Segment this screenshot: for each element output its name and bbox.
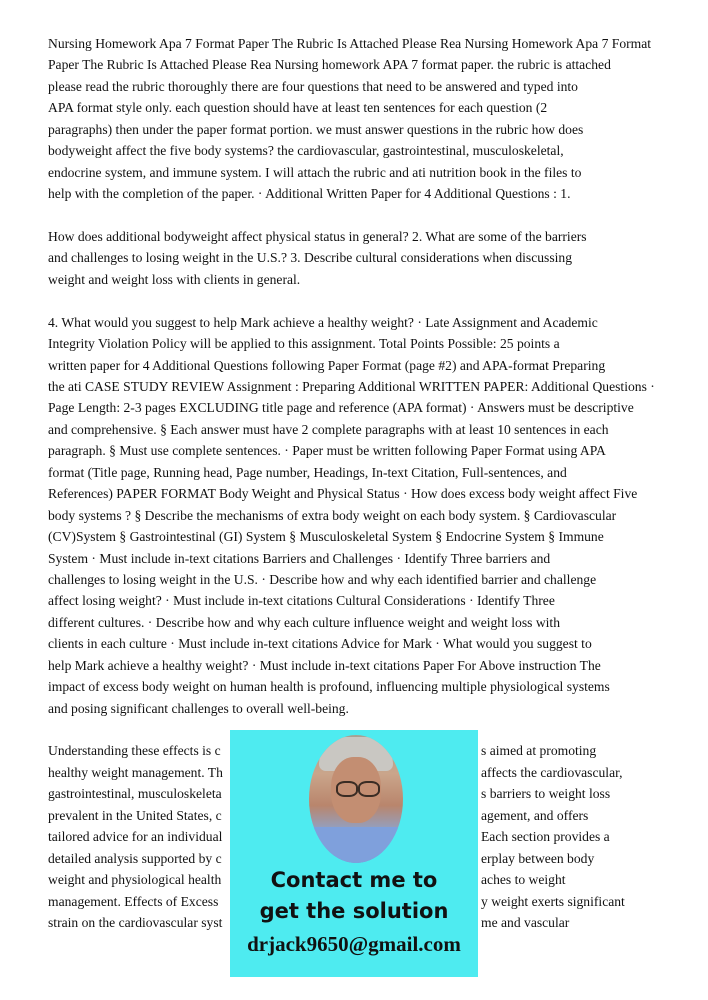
text-left: management. Effects of Excess: [48, 893, 219, 909]
text-left: weight and physiological health: [48, 872, 222, 888]
text-line: written paper for 4 Additional Questions following Paper Format (page #2) and APA-format Preparing: [48, 357, 606, 373]
contact-advertisement[interactable]: [230, 730, 478, 977]
text-line: challenges to losing weight in the U.S. · Describe how and why each identified barrier and challenge: [48, 571, 597, 587]
text-line: paragraphs) then under the paper format portion. we must answer questions in the rubric how does: [48, 121, 584, 137]
text-line: and challenges to losing weight in the U.S.? 3. Describe cultural considerations when discussing: [48, 250, 573, 266]
text-right: y weight exerts significant: [481, 893, 625, 909]
text-line: endocrine system, and immune system. I will attach the rubric and ati nutrition book in the files to: [48, 164, 582, 180]
text-line: impact of excess body weight on human health is profound, influencing multiple physiological systems: [48, 679, 610, 695]
text-line: Nursing Homework Apa 7 Format Paper The Rubric Is Attached Please Rea Nursing Homework Apa 7 Format: [48, 36, 652, 51]
text-line: and posing significant challenges to overall well-being.: [48, 700, 349, 716]
text-line: the ati CASE STUDY REVIEW Assignment : Preparing Additional WRITTEN PAPER: Additional Questions ·: [48, 379, 655, 394]
text-left: detailed analysis supported by c: [48, 850, 222, 866]
text-line: affect losing weight? · Must include in-text citations Cultural Considerations · Identify Three: [48, 593, 555, 609]
text-left: Understanding these effects is c: [48, 743, 221, 759]
text-line: System · Must include in-text citations Barriers and Challenges · Identify Three barriers and: [48, 550, 551, 566]
author-photo: [309, 735, 403, 863]
text-right: s aimed at promoting: [481, 743, 597, 759]
text-line: weight and weight loss with clients in general.: [48, 271, 301, 287]
text-line: help Mark achieve a healthy weight? · Must include in-text citations Paper For Above instruction The: [48, 657, 601, 673]
text-right: s barriers to weight loss: [481, 786, 611, 802]
text-left: prevalent in the United States, c: [48, 807, 222, 823]
text-line: bodyweight affect the five body systems? the cardiovascular, gastrointestinal, musculoskeletal,: [48, 143, 564, 159]
text-right: affects the cardiovascular,: [481, 764, 623, 780]
text-left: strain on the cardiovascular syst: [48, 914, 223, 930]
text-line: different cultures. · Describe how and why each culture influence weight and weight loss with: [48, 614, 560, 630]
text-line: Page Length: 2-3 pages EXCLUDING title page and reference (APA format) · Answers must be descriptive: [48, 400, 634, 416]
text-right: agement, and offers: [481, 807, 589, 823]
text-line: and comprehensive. § Each answer must have 2 complete paragraphs with at least 10 sentences in each: [48, 421, 609, 437]
text-line: please read the rubric thoroughly there are four questions that need to be answered and typed into: [48, 78, 578, 94]
text-line: References) PAPER FORMAT Body Weight and Physical Status · How does excess body weight affect Five: [48, 486, 638, 502]
text-left: tailored advice for an individual: [48, 829, 223, 845]
text-line: help with the completion of the paper. · Additional Written Paper for 4 Additional Questions : 1.: [48, 186, 571, 202]
text-right: aches to weight: [481, 872, 566, 888]
paragraph: [48, 33, 698, 205]
paragraph: [48, 312, 698, 719]
text-line: Paper The Rubric Is Attached Please Rea Nursing homework APA 7 format paper. the rubric is attached: [48, 57, 611, 73]
paragraph: [48, 226, 698, 290]
text-line: Integrity Violation Policy will be applied to this assignment. Total Points Possible: 25 points a: [48, 336, 560, 352]
ad-line-1: Contact me to: [270, 868, 438, 892]
text-line: (CV)System § Gastrointestinal (GI) System § Musculoskeletal System § Endocrine System § Immune: [48, 529, 604, 545]
text-line: How does additional bodyweight affect physical status in general? 2. What are some of the barriers: [48, 228, 587, 244]
text-left: gastrointestinal, musculoskeleta: [48, 786, 222, 802]
ad-line-2: get the solution: [259, 899, 449, 923]
text-right: erplay between body: [481, 850, 595, 866]
text-line: paragraph. § Must use complete sentences. · Paper must be written following Paper Format using APA: [48, 443, 606, 459]
text-line: body systems ? § Describe the mechanisms of extra body weight on each body system. § Cardiovascular: [48, 507, 617, 523]
text-line: 4. What would you suggest to help Mark achieve a healthy weight? · Late Assignment and Academic: [48, 314, 598, 330]
text-right: Each section provides a: [481, 829, 610, 845]
text-line: APA format style only. each question should have at least ten sentences for each question (2: [48, 100, 548, 116]
ad-email[interactable]: drjack9650@gmail.com: [247, 932, 461, 956]
text-line: clients in each culture · Must include in-text citations Advice for Mark · What would you suggest to: [48, 636, 592, 652]
text-line: format (Title page, Running head, Page number, Headings, In-text Citation, Full-sentences, and: [48, 464, 567, 480]
text-left: healthy weight management. Th: [48, 764, 223, 780]
text-right: me and vascular: [481, 914, 570, 930]
